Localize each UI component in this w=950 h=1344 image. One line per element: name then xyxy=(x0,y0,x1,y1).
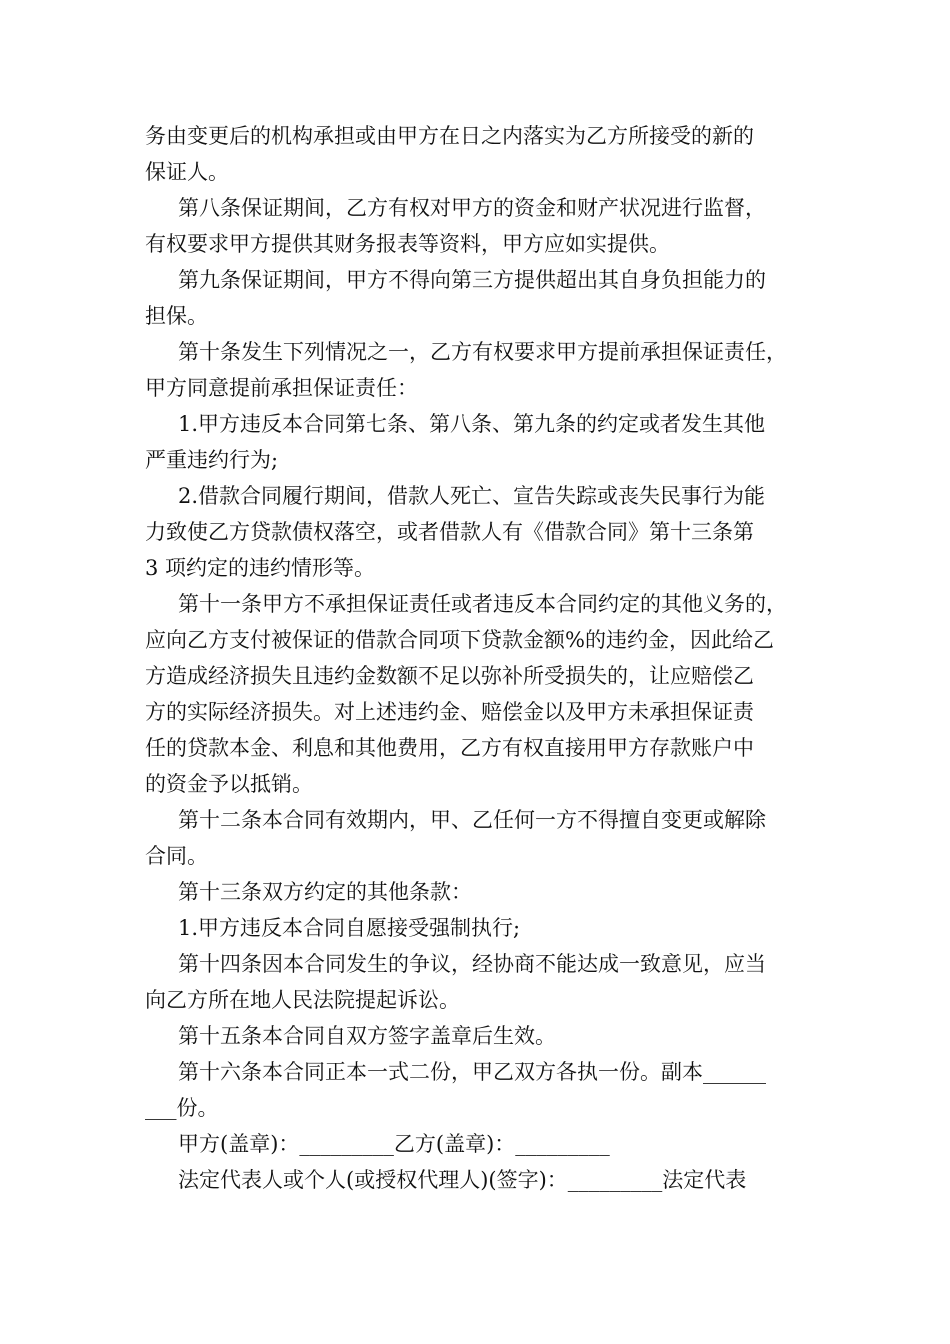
text-line: 有权要求甲方提供其财务报表等资料，甲方应如实提供。 xyxy=(145,232,670,256)
clause-10: 第十条发生下列情况之一，乙方有权要求甲方提前承担保证责任， xyxy=(178,340,787,364)
text-line: 3 项约定的违约情形等。 xyxy=(145,556,376,580)
text-line: 保证人。 xyxy=(145,160,229,184)
text-line: 方的实际经济损失。对上述违约金、赔偿金以及甲方未承担保证责 xyxy=(145,700,754,724)
clause-13: 第十三条双方约定的其他条款： xyxy=(178,880,472,904)
text-line: 务由变更后的机构承担或由甲方在日之内落实为乙方所接受的新的 xyxy=(145,124,754,148)
clause-11: 第十一条甲方不承担保证责任或者违反本合同约定的其他义务的， xyxy=(178,592,787,616)
text-line: 合同。 xyxy=(145,844,208,868)
text-line: 任的贷款本金、利息和其他费用，乙方有权直接用甲方存款账户中 xyxy=(145,736,754,760)
clause-14: 第十四条因本合同发生的争议，经协商不能达成一致意见，应当 xyxy=(178,952,766,976)
text-line: 力致使乙方贷款债权落空，或者借款人有《借款合同》第十三条第 xyxy=(145,520,754,544)
signature-line-seals: 甲方(盖章)：_________乙方(盖章)：_________ xyxy=(178,1132,610,1156)
clause-10-item-1: 1.甲方违反本合同第七条、第八条、第九条的约定或者发生其他 xyxy=(178,412,766,436)
text-line: 方造成经济损失且违约金数额不足以弥补所受损失的，让应赔偿乙 xyxy=(145,664,754,688)
text-line: 的资金予以抵销。 xyxy=(145,772,313,796)
text-line: 甲方同意提前承担保证责任： xyxy=(145,376,418,400)
clause-12: 第十二条本合同有效期内，甲、乙任何一方不得擅自变更或解除 xyxy=(178,808,766,832)
text-line: ___份。 xyxy=(145,1096,219,1120)
clause-9: 第九条保证期间，甲方不得向第三方提供超出其自身负担能力的 xyxy=(178,268,766,292)
text-line: 严重违约行为; xyxy=(145,448,279,472)
contract-text xyxy=(145,118,825,1198)
signature-line-representative: 法定代表人或个人(或授权代理人)(签字)：_________法定代表 xyxy=(178,1168,747,1192)
clause-10-item-2: 2.借款合同履行期间，借款人死亡、宣告失踪或丧失民事行为能 xyxy=(178,484,766,508)
text-line: 担保。 xyxy=(145,304,208,328)
clause-16: 第十六条本合同正本一式二份，甲乙双方各执一份。副本______ xyxy=(178,1060,766,1084)
clause-15: 第十五条本合同自双方签字盖章后生效。 xyxy=(178,1024,556,1048)
clause-13-item-1: 1.甲方违反本合同自愿接受强制执行; xyxy=(178,916,521,940)
clause-8: 第八条保证期间，乙方有权对甲方的资金和财产状况进行监督， xyxy=(178,196,766,220)
text-line: 应向乙方支付被保证的借款合同项下贷款金额%的违约金，因此给乙 xyxy=(145,628,774,652)
text-line: 向乙方所在地人民法院提起诉讼。 xyxy=(145,988,460,1012)
